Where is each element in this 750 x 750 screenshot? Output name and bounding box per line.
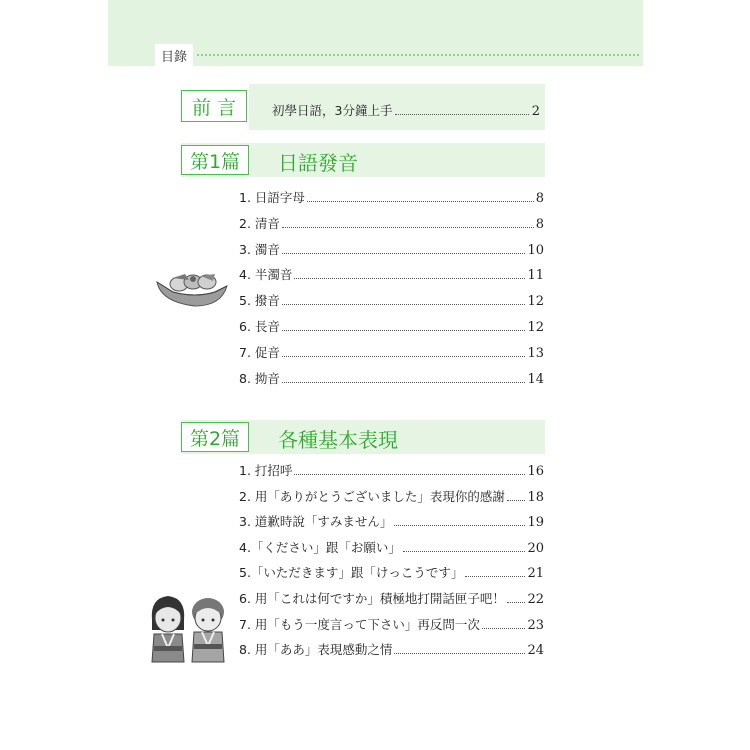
leader-dots	[307, 201, 534, 202]
toc-entry-title: 6. 用「これは何ですか」積極地打開話匣子吧！	[239, 591, 505, 606]
preface-entry-text: 初學日語，3分鐘上手	[272, 103, 393, 118]
toc-header-label: 目錄	[155, 44, 193, 66]
part2-tag: 第2篇	[181, 422, 249, 452]
toc-entry-title: 4. 半濁音	[239, 267, 293, 283]
toc-entry-page: 19	[527, 515, 544, 531]
toc-entry-title: 4.「ください」跟「お願い」	[239, 539, 401, 555]
preface-entry-page: 2	[531, 104, 540, 119]
preface-entry[interactable]	[272, 99, 540, 119]
leader-dots	[282, 304, 526, 305]
leader-dots	[282, 227, 534, 228]
toc-entry[interactable]	[239, 638, 544, 658]
leader-dots	[395, 114, 528, 115]
leader-dots	[282, 382, 526, 383]
toc-entry-page: 20	[527, 540, 544, 556]
toc-entry[interactable]	[239, 485, 544, 505]
leader-dots	[507, 500, 526, 501]
toc-entry-title: 1. 日語字母	[239, 190, 305, 205]
toc-entry[interactable]	[239, 587, 544, 607]
toc-entry-title: 8. 用「ああ」表現感動之情	[239, 642, 393, 658]
toc-entry-page: 18	[527, 489, 544, 505]
toc-entry[interactable]	[239, 367, 544, 387]
leader-dots	[282, 330, 526, 331]
leader-dots	[294, 278, 525, 279]
leader-dots	[394, 653, 525, 654]
toc-entry-page: 22	[527, 592, 544, 607]
toc-entry-title: 2. 清音	[239, 215, 280, 231]
toc-entry[interactable]	[239, 263, 544, 283]
part1-title: 日語發音	[278, 151, 358, 175]
toc-entry[interactable]	[239, 289, 544, 309]
sushi-boat-illustration	[155, 262, 230, 310]
toc-entry-title: 5. 撥音	[239, 293, 280, 309]
leader-dots	[282, 253, 526, 254]
toc-entry-page: 10	[527, 242, 544, 258]
leader-dots	[294, 474, 525, 475]
toc-entry-title: 3. 濁音	[239, 241, 280, 257]
part1-tag: 第1篇	[181, 145, 249, 175]
toc-entry-title: 2. 用「ありがとうございました」表現你的感謝	[239, 488, 505, 504]
preface-tag: 前 言	[181, 90, 247, 122]
toc-entry-page: 11	[527, 268, 544, 284]
leader-dots	[482, 628, 526, 629]
toc-entry-page: 16	[527, 464, 544, 479]
header-dotted-rule	[197, 54, 639, 58]
toc-entry-title: 6. 長音	[239, 319, 280, 334]
toc-entry[interactable]	[239, 315, 544, 335]
leader-dots	[465, 576, 525, 577]
toc-entry-page: 14	[527, 371, 544, 387]
toc-entry-page: 23	[527, 617, 544, 633]
toc-entry-title: 7. 促音	[239, 344, 280, 360]
toc-entry-title: 5.「いただきます」跟「けっこうです」	[239, 565, 464, 581]
toc-entry[interactable]	[239, 238, 544, 258]
toc-entry[interactable]	[239, 613, 544, 633]
toc-entry[interactable]	[239, 561, 544, 581]
toc-entry-title: 7. 用「もう一度言って下さい」再反問一次	[239, 616, 480, 632]
toc-entry-page: 21	[527, 566, 544, 582]
toc-entry[interactable]	[239, 536, 544, 556]
toc-entry[interactable]	[239, 212, 544, 232]
leader-dots	[282, 356, 526, 357]
leader-dots	[507, 602, 526, 603]
toc-entry[interactable]	[239, 459, 544, 479]
toc-entry-page: 8	[535, 216, 544, 232]
part2-title: 各種基本表現	[278, 428, 398, 452]
toc-entry-page: 24	[527, 643, 544, 659]
toc-entry-page: 12	[527, 320, 544, 335]
leader-dots	[403, 551, 526, 552]
toc-entry-title: 3. 道歉時說「すみません」	[239, 514, 393, 530]
toc-entry[interactable]	[239, 186, 544, 206]
leader-dots	[394, 525, 525, 526]
toc-entry-page: 12	[527, 294, 544, 310]
toc-entry[interactable]	[239, 341, 544, 361]
toc-entry-page: 13	[527, 345, 544, 361]
toc-entry-page: 8	[535, 191, 544, 206]
toc-entry[interactable]	[239, 510, 544, 530]
kimono-kids-illustration	[146, 590, 232, 666]
toc-entry-title: 1. 打招呼	[239, 463, 293, 478]
toc-entry-title: 8. 拗音	[239, 370, 280, 386]
